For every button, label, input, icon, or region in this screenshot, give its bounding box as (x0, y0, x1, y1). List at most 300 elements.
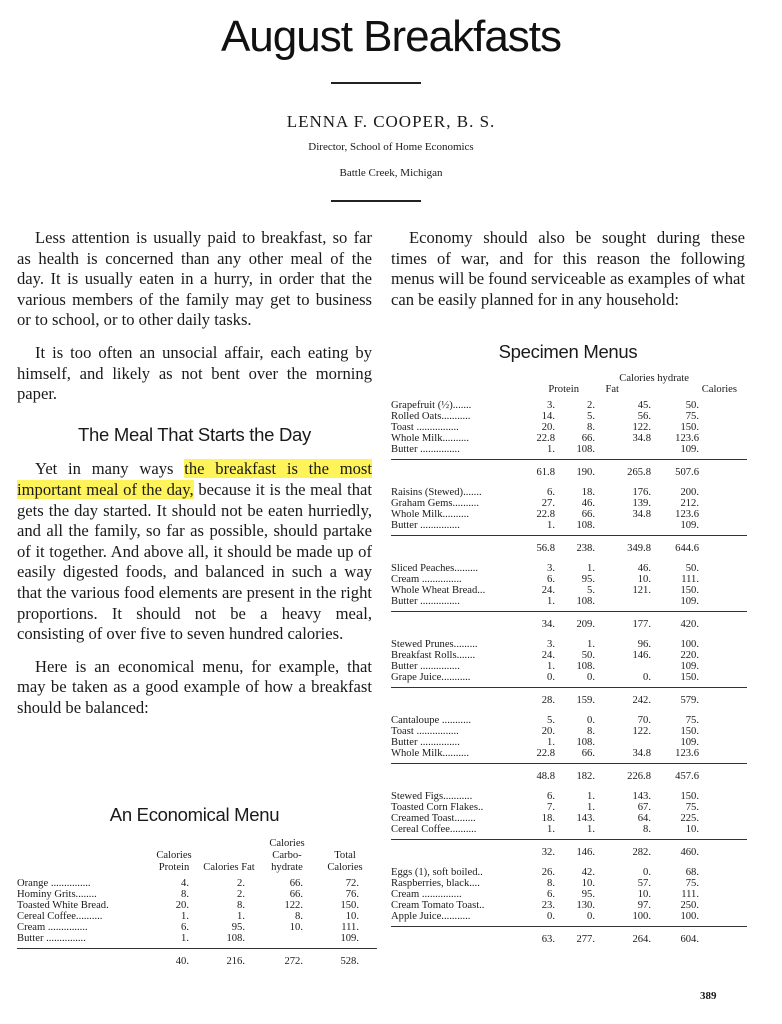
total-label (391, 768, 525, 782)
protein-value: 26. (541, 867, 555, 878)
total-carbohydrate-value: 242. (632, 695, 651, 706)
fat-value: 50. (581, 650, 595, 661)
food-name: Butter ............... (391, 520, 460, 531)
table-row (391, 813, 747, 824)
economical-header-fat: Calories Fat (203, 862, 255, 873)
table-row (391, 878, 747, 889)
carbohydrate-value (595, 444, 651, 455)
food-name: Orange ............... (17, 878, 91, 889)
fat-value: 108. (576, 596, 595, 607)
calories-value: 109. (680, 596, 699, 607)
total-protein-value: 63. (541, 934, 555, 945)
table-row (391, 661, 747, 672)
carbohydrate-value: 146. (632, 650, 651, 661)
economical-header-carbohydrate: Calories Carbo-hydrate (269, 838, 305, 873)
calories-value: 123.6 (675, 433, 699, 444)
calories-value: 109. (680, 661, 699, 672)
specimen-menu-1 (391, 400, 747, 478)
carbohydrate-value: 10. (637, 574, 651, 585)
fat-value: 2. (237, 889, 245, 900)
food-name: Cereal Coffee.......... (391, 824, 477, 835)
paragraph-1: Less attention is usually paid to breakfast, so far as health is concerned than any other meal of the day. It is usually eaten in a hurry, in order that the various members of the family may get to business or to school, or to other daily tasks. (17, 228, 372, 330)
carbohydrate-value: 100. (632, 911, 651, 922)
table-row (391, 563, 747, 574)
header-rule (331, 200, 421, 202)
carbohydrate-value: 57. (637, 878, 651, 889)
carbohydrate-value: 45. (637, 400, 651, 411)
carbohydrate-value: 56. (637, 411, 651, 422)
total-row (17, 953, 377, 967)
calories-value: 109. (680, 520, 699, 531)
calories-value: 10. (345, 911, 359, 922)
food-name: Raspberries, black.... (391, 878, 480, 889)
carbohydrate-value: 8. (643, 824, 651, 835)
paragraph-2: It is too often an unsocial affair, each eating by himself, and likely as not bent over the morning paper. (17, 342, 372, 404)
calories-value: 111. (341, 922, 359, 933)
table-row (391, 911, 747, 922)
food-name: Butter ............... (391, 661, 460, 672)
food-name: Toasted Corn Flakes.. (391, 802, 484, 813)
fat-value: 95. (581, 889, 595, 900)
table-row (391, 444, 747, 455)
protein-value: 6. (547, 889, 555, 900)
table-row (391, 411, 747, 422)
total-rule (17, 948, 377, 949)
economical-menu-heading: An Economical Menu (109, 804, 280, 825)
food-name: Sliced Peaches......... (391, 563, 479, 574)
economical-menu-table (17, 838, 377, 967)
calories-value: 68. (685, 867, 699, 878)
food-name: Toasted White Bread. (17, 900, 109, 911)
total-protein-value: 40. (175, 956, 189, 967)
food-name: Butter ............... (391, 444, 460, 455)
specimen-header-calories: Calories (701, 384, 737, 395)
table-row (391, 596, 747, 607)
protein-value: 22.8 (536, 748, 555, 759)
protein-value: 4. (181, 878, 189, 889)
paragraph-3-start: Yet in many ways (35, 459, 185, 479)
total-calories-value: 457.6 (675, 771, 699, 782)
specimen-menu-3 (391, 563, 747, 630)
food-name: Whole Milk.......... (391, 748, 469, 759)
calories-value: 50. (685, 400, 699, 411)
table-row (391, 715, 747, 726)
calories-value: 75. (685, 802, 699, 813)
author-title: Director, School of Home Economics (308, 141, 474, 153)
calories-value: 220. (680, 650, 699, 661)
carbohydrate-value (595, 520, 651, 531)
total-row (391, 464, 747, 478)
total-row (391, 844, 747, 858)
fat-value: 0. (587, 672, 595, 683)
total-rule (391, 535, 747, 536)
calories-value: 225. (680, 813, 699, 824)
carbohydrate-value: 8. (295, 911, 303, 922)
table-row (391, 824, 747, 835)
highlighted-text: the breakfast is the most important meal of the day, (17, 459, 372, 499)
protein-value: 6. (547, 487, 555, 498)
food-name: Toast ................ (391, 726, 459, 737)
fat-value: 42. (581, 867, 595, 878)
table-row (17, 922, 377, 933)
table-row (391, 802, 747, 813)
calories-value: 212. (680, 498, 699, 509)
calories-value: 75. (685, 878, 699, 889)
carbohydrate-value (595, 737, 651, 748)
protein-value: 18. (541, 813, 555, 824)
carbohydrate-value: 143. (632, 791, 651, 802)
fat-value: 0. (587, 715, 595, 726)
specimen-menus-heading: Specimen Menus (498, 341, 638, 362)
specimen-menus-table (391, 372, 747, 954)
economical-header-total: Total Calories (327, 850, 363, 873)
calories-value: 100. (680, 639, 699, 650)
economical-header-row (17, 838, 377, 874)
fat-value: 108. (576, 520, 595, 531)
table-row (391, 487, 747, 498)
table-row (391, 585, 747, 596)
author-name: LENNA F. COOPER, B. S. (286, 112, 496, 131)
total-row (391, 540, 747, 554)
calories-value: 109. (680, 444, 699, 455)
food-name: Butter ............... (391, 737, 460, 748)
total-calories-value: 604. (680, 934, 699, 945)
food-name: Cream ............... (391, 574, 462, 585)
carbohydrate-value: 121. (632, 585, 651, 596)
fat-value: 5. (587, 411, 595, 422)
protein-value: 22.8 (536, 509, 555, 520)
carbohydrate-value: 96. (637, 639, 651, 650)
fat-value: 108. (226, 933, 245, 944)
total-protein-value: 32. (541, 847, 555, 858)
fat-value: 5. (587, 585, 595, 596)
calories-value: 200. (680, 487, 699, 498)
protein-value: 27. (541, 498, 555, 509)
total-protein-value: 34. (541, 619, 555, 630)
calories-value: 72. (345, 878, 359, 889)
fat-value: 1. (587, 639, 595, 650)
food-name: Hominy Grits........ (17, 889, 97, 900)
food-name: Raisins (Stewed)....... (391, 487, 482, 498)
food-name: Whole Milk.......... (391, 509, 469, 520)
total-calories-value: 420. (680, 619, 699, 630)
calories-value: 150. (680, 672, 699, 683)
food-name: Eggs (1), soft boiled.. (391, 867, 483, 878)
protein-value: 3. (547, 563, 555, 574)
protein-value: 1. (547, 444, 555, 455)
table-row (17, 911, 377, 922)
carbohydrate-value: 0. (643, 672, 651, 683)
total-carbohydrate-value: 264. (632, 934, 651, 945)
specimen-header-row (391, 373, 747, 396)
total-carbohydrate-value: 265.8 (627, 467, 651, 478)
page-number: 389 (700, 990, 717, 1002)
fat-value: 95. (581, 574, 595, 585)
table-row (391, 400, 747, 411)
total-rule (391, 687, 747, 688)
food-name: Butter ............... (17, 933, 86, 944)
fat-value: 8. (237, 900, 245, 911)
table-row (391, 737, 747, 748)
total-carbohydrate-value: 272. (284, 956, 303, 967)
right-column (391, 228, 745, 322)
protein-value: 6. (547, 791, 555, 802)
table-row (391, 574, 747, 585)
calories-value: 123.6 (675, 509, 699, 520)
table-row (391, 791, 747, 802)
food-name: Apple Juice........... (391, 911, 471, 922)
food-name: Breakfast Rolls....... (391, 650, 476, 661)
total-label (391, 540, 525, 554)
protein-value: 0. (547, 911, 555, 922)
total-label (391, 931, 525, 945)
table-row (17, 889, 377, 900)
protein-value: 1. (547, 520, 555, 531)
fat-value: 10. (581, 878, 595, 889)
paragraph-4: Here is an economical menu, for example, that may be taken as a good example of how a breakfast should be balanced: (17, 656, 372, 717)
carbohydrate-value: 66. (289, 889, 303, 900)
calories-value: 111. (681, 574, 699, 585)
food-name: Grapefruit (½)....... (391, 400, 472, 411)
total-row (391, 931, 747, 945)
protein-value: 6. (547, 574, 555, 585)
total-label (391, 464, 525, 478)
specimen-menu-5 (391, 715, 747, 782)
carbohydrate-value (245, 933, 303, 944)
total-protein-value: 61.8 (536, 467, 555, 478)
total-fat-value: 238. (576, 543, 595, 554)
carbohydrate-value: 97. (637, 900, 651, 911)
paragraph-economy: Economy should also be sought during these times of war, and for this reason the following menus will be found serviceable as examples of what can be easily planned for in any household: (391, 228, 745, 309)
total-fat-value: 159. (576, 695, 595, 706)
carbohydrate-value: 0. (643, 867, 651, 878)
fat-value: 66. (581, 433, 595, 444)
fat-value: 66. (581, 748, 595, 759)
protein-value: 20. (541, 726, 555, 737)
total-calories-value: 644.6 (675, 543, 699, 554)
carbohydrate-value: 34.8 (632, 433, 651, 444)
table-row (391, 422, 747, 433)
title-rule (331, 82, 421, 84)
calories-value: 150. (680, 791, 699, 802)
total-label (391, 692, 525, 706)
table-row (17, 900, 377, 911)
protein-value: 6. (181, 922, 189, 933)
calories-value: 100. (680, 911, 699, 922)
table-row (391, 498, 747, 509)
protein-value: 3. (547, 639, 555, 650)
table-row (391, 650, 747, 661)
protein-value: 0. (547, 672, 555, 683)
total-row (391, 768, 747, 782)
table-row (391, 867, 747, 878)
fat-value: 2. (587, 400, 595, 411)
specimen-menu-7 (391, 867, 747, 945)
calories-value: 109. (680, 737, 699, 748)
food-name: Graham Gems.......... (391, 498, 479, 509)
carbohydrate-value: 122. (632, 422, 651, 433)
fat-value: 1. (587, 824, 595, 835)
carbohydrate-value: 34.8 (632, 509, 651, 520)
paragraph-3 (17, 459, 372, 644)
food-name: Whole Wheat Bread... (391, 585, 486, 596)
paragraph-3-end: because it is the meal that gets the day started. It should not be eaten hurriedly, and all the family, so far as possible, should partake of it together. And above all, it should be made up of easily digested foods, and balanced in such a way that the various food elements are present in the right proportions. It should not be a heavy meal, consisting of over five to seven hundred calories. (17, 479, 372, 644)
total-calories-value: 579. (680, 695, 699, 706)
carbohydrate-value: 176. (632, 487, 651, 498)
calories-value: 10. (685, 824, 699, 835)
food-name: Rolled Oats........... (391, 411, 471, 422)
carbohydrate-value: 34.8 (632, 748, 651, 759)
protein-value: 22.8 (536, 433, 555, 444)
food-name: Cantaloupe ........... (391, 715, 472, 726)
total-label (391, 616, 525, 630)
protein-value: 20. (541, 422, 555, 433)
calories-value: 123.6 (675, 748, 699, 759)
total-protein-value: 28. (541, 695, 555, 706)
total-rule (391, 926, 747, 927)
specimen-header-protein: Protein (548, 384, 579, 395)
total-carbohydrate-value: 226.8 (627, 771, 651, 782)
fat-value: 1. (587, 563, 595, 574)
total-rule (391, 459, 747, 460)
table-row (391, 433, 747, 444)
carbohydrate-value: 64. (637, 813, 651, 824)
carbohydrate-value: 139. (632, 498, 651, 509)
calories-value: 150. (680, 726, 699, 737)
specimen-menu-6 (391, 791, 747, 858)
protein-value: 3. (547, 400, 555, 411)
total-label (391, 844, 525, 858)
fat-value: 130. (576, 900, 595, 911)
fat-value: 2. (237, 878, 245, 889)
protein-value: 1. (547, 737, 555, 748)
total-calories-value: 460. (680, 847, 699, 858)
specimen-menu-4 (391, 639, 747, 706)
total-label (17, 953, 147, 967)
calories-value: 111. (681, 889, 699, 900)
fat-value: 143. (576, 813, 595, 824)
protein-value: 1. (547, 596, 555, 607)
fat-value: 108. (576, 737, 595, 748)
calories-value: 109. (340, 933, 359, 944)
protein-value: 14. (541, 411, 555, 422)
total-fat-value: 216. (226, 956, 245, 967)
section-heading: The Meal That Starts the Day (78, 423, 311, 445)
economical-header-protein: Calories Protein (156, 850, 192, 873)
fat-value: 1. (587, 791, 595, 802)
total-protein-value: 56.8 (536, 543, 555, 554)
calories-value: 75. (685, 715, 699, 726)
fat-value: 8. (587, 422, 595, 433)
calories-value: 150. (680, 585, 699, 596)
total-protein-value: 48.8 (536, 771, 555, 782)
calories-value: 250. (680, 900, 699, 911)
fat-value: 1. (237, 911, 245, 922)
total-rule (391, 839, 747, 840)
carbohydrate-value: 66. (289, 878, 303, 889)
food-name: Butter ............... (391, 596, 460, 607)
protein-value: 1. (547, 824, 555, 835)
specimen-menu-2 (391, 487, 747, 554)
specimen-header-row-1 (391, 372, 747, 384)
table-row (391, 520, 747, 531)
carbohydrate-value: 122. (284, 900, 303, 911)
protein-value: 23. (541, 900, 555, 911)
food-name: Whole Milk.......... (391, 433, 469, 444)
total-row (391, 692, 747, 706)
calories-value: 150. (340, 900, 359, 911)
total-carbohydrate-value: 349.8 (627, 543, 651, 554)
protein-value: 7. (547, 802, 555, 813)
protein-value: 24. (541, 585, 555, 596)
total-row (391, 616, 747, 630)
specimen-header-carbohydrate: Calories hydrate (619, 373, 689, 384)
table-row (391, 672, 747, 683)
fat-value: 108. (576, 444, 595, 455)
total-fat-value: 190. (576, 467, 595, 478)
total-fat-value: 277. (576, 934, 595, 945)
food-name: Creamed Toast........ (391, 813, 476, 824)
economical-menu-body (17, 878, 377, 967)
calories-value: 76. (345, 889, 359, 900)
total-rule (391, 611, 747, 612)
table-row (391, 748, 747, 759)
food-name: Cream ............... (17, 922, 88, 933)
fat-value: 66. (581, 509, 595, 520)
table-row (391, 639, 747, 650)
table-row (17, 878, 377, 889)
author-location: Battle Creek, Michigan (339, 167, 443, 179)
table-row (391, 509, 747, 520)
table-row (391, 900, 747, 911)
calories-value: 50. (685, 563, 699, 574)
food-name: Toast ................ (391, 422, 459, 433)
food-name: Cream ............... (391, 889, 462, 900)
total-fat-value: 146. (576, 847, 595, 858)
calories-value: 150. (680, 422, 699, 433)
table-row (391, 889, 747, 900)
specimen-menus-body (391, 400, 747, 945)
food-name: Grape Juice........... (391, 672, 471, 683)
specimen-header-fat: Fat (605, 384, 619, 395)
protein-value: 24. (541, 650, 555, 661)
total-calories-value: 507.6 (675, 467, 699, 478)
fat-value: 18. (581, 487, 595, 498)
fat-value: 46. (581, 498, 595, 509)
fat-value: 95. (231, 922, 245, 933)
carbohydrate-value (595, 661, 651, 672)
protein-value: 1. (547, 661, 555, 672)
carbohydrate-value: 67. (637, 802, 651, 813)
table-row (17, 933, 377, 944)
total-calories-value: 528. (340, 956, 359, 967)
total-carbohydrate-value: 177. (632, 619, 651, 630)
food-name: Stewed Prunes......... (391, 639, 478, 650)
article-title: August Breakfasts (220, 12, 562, 61)
calories-value: 75. (685, 411, 699, 422)
carbohydrate-value: 122. (632, 726, 651, 737)
food-name: Stewed Figs........... (391, 791, 473, 802)
protein-value: 20. (175, 900, 189, 911)
carbohydrate-value (595, 596, 651, 607)
protein-value: 1. (181, 911, 189, 922)
carbohydrate-value: 70. (637, 715, 651, 726)
fat-value: 8. (587, 726, 595, 737)
carbohydrate-value: 10. (289, 922, 303, 933)
fat-value: 108. (576, 661, 595, 672)
total-fat-value: 209. (576, 619, 595, 630)
carbohydrate-value: 46. (637, 563, 651, 574)
